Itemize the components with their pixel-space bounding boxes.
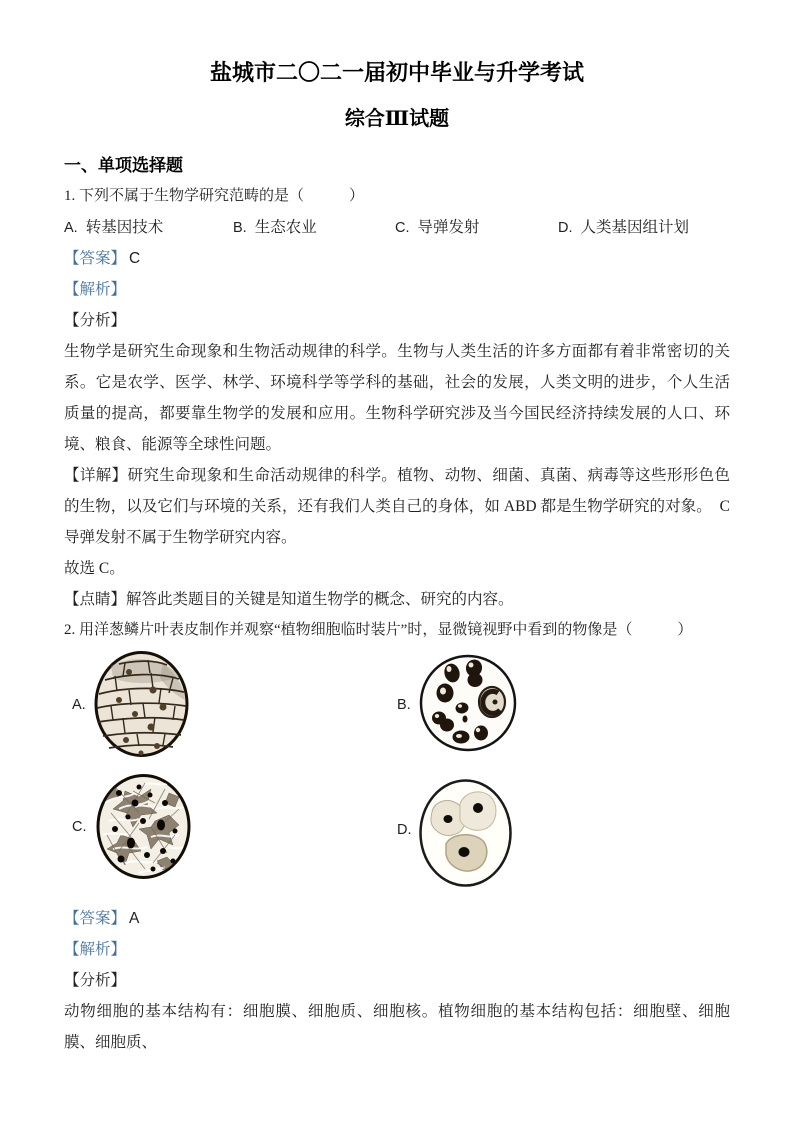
q2-micrograph-figures [64, 648, 730, 888]
page-title: 盐城市二〇二一届初中毕业与升学考试 [209, 60, 584, 85]
question-1-options [64, 212, 730, 243]
q2-fenxi-heading: 【分析】 [64, 972, 127, 989]
q1-option-c-text: 导弹发射 [417, 219, 480, 236]
section-heading: 一、单项选择题 [64, 156, 183, 175]
q2-answer-label: 【答案】 [64, 910, 127, 927]
q1-xiangjie-paragraph: 【详解】研究生命现象和生命活动规律的科学。植物、动物、细菌、真菌、病毒等这些形形色色的生物，以及它们与环境的关系，还有我们人类自己的身体，如 ABD 都是生物学研究的对象。 C 导弹发射不属于生物学研究内容。 [64, 467, 730, 546]
q1-option-a-label: A. [64, 220, 78, 236]
q1-analysis-heading [64, 274, 730, 305]
q2-figure-b-label: B. [397, 697, 411, 713]
q2-figure-d-label: D. [397, 822, 412, 838]
q1-conclusion: 故选 C。 [64, 560, 125, 577]
micrograph-a-onion-epidermis-icon [93, 650, 190, 758]
question-2-stem: 2. 用洋葱鳞片叶表皮制作并观察“植物细胞临时装片”时，显微镜视野中看到的物像是（ ） [64, 622, 693, 638]
q2-fenxi-paragraph: 动物细胞的基本结构有：细胞膜、细胞质、细胞核。植物细胞的基本结构包括：细胞壁、细胞膜、细胞质、 [64, 1003, 730, 1051]
q1-option-b-text: 生态农业 [254, 219, 317, 236]
q1-option-d-text: 人类基因组计划 [580, 219, 690, 236]
q1-option-c-label: C. [395, 220, 410, 236]
q2-figure-c-label: C. [72, 819, 87, 835]
q1-option-b-label: B. [233, 220, 247, 236]
q2-analysis-label: 【解析】 [64, 941, 127, 958]
q1-fenxi-heading: 【分析】 [64, 312, 127, 329]
q1-option-b [233, 212, 317, 244]
q2-answer-line [64, 903, 730, 934]
question-1-stem: 1. 下列不属于生物学研究范畴的是（ ） [64, 188, 365, 204]
q1-option-a [64, 212, 163, 244]
q1-option-d [558, 212, 689, 244]
q1-answer-line [64, 243, 730, 274]
q1-answer-value: C [129, 250, 141, 267]
q2-answer-value: A [129, 910, 140, 927]
page-subtitle: 综合Ⅲ试题 [344, 108, 450, 130]
q2-figure-a-label: A. [72, 697, 86, 713]
q1-fenxi-paragraph: 生物学是研究生命现象和生物活动规律的科学。生物与人类生活的许多方面都有着非常密切的关系。它是农学、医学、林学、环境科学等学科的基础，社会的发展，人类文明的进步，个人生活质量的提高，都要靠生物学的发展和应用。生物科学研究涉及当今国民经济持续发展的人口、环境、粮食、能源等全球性问题。 [64, 343, 730, 453]
q1-option-c [395, 212, 480, 244]
q1-answer-label: 【答案】 [64, 250, 127, 267]
q2-analysis-heading [64, 934, 730, 965]
micrograph-d-cheek-cells-icon [418, 778, 513, 888]
micrograph-b-round-cells-icon [418, 648, 518, 758]
q1-option-d-label: D. [558, 220, 573, 236]
q1-analysis-label: 【解析】 [64, 281, 127, 298]
micrograph-c-fibrous-cells-icon [95, 773, 192, 880]
q1-option-a-text: 转基因技术 [85, 219, 164, 236]
q1-dianjing-paragraph: 【点睛】解答此类题目的关键是知道生物学的概念、研究的内容。 [64, 591, 514, 608]
